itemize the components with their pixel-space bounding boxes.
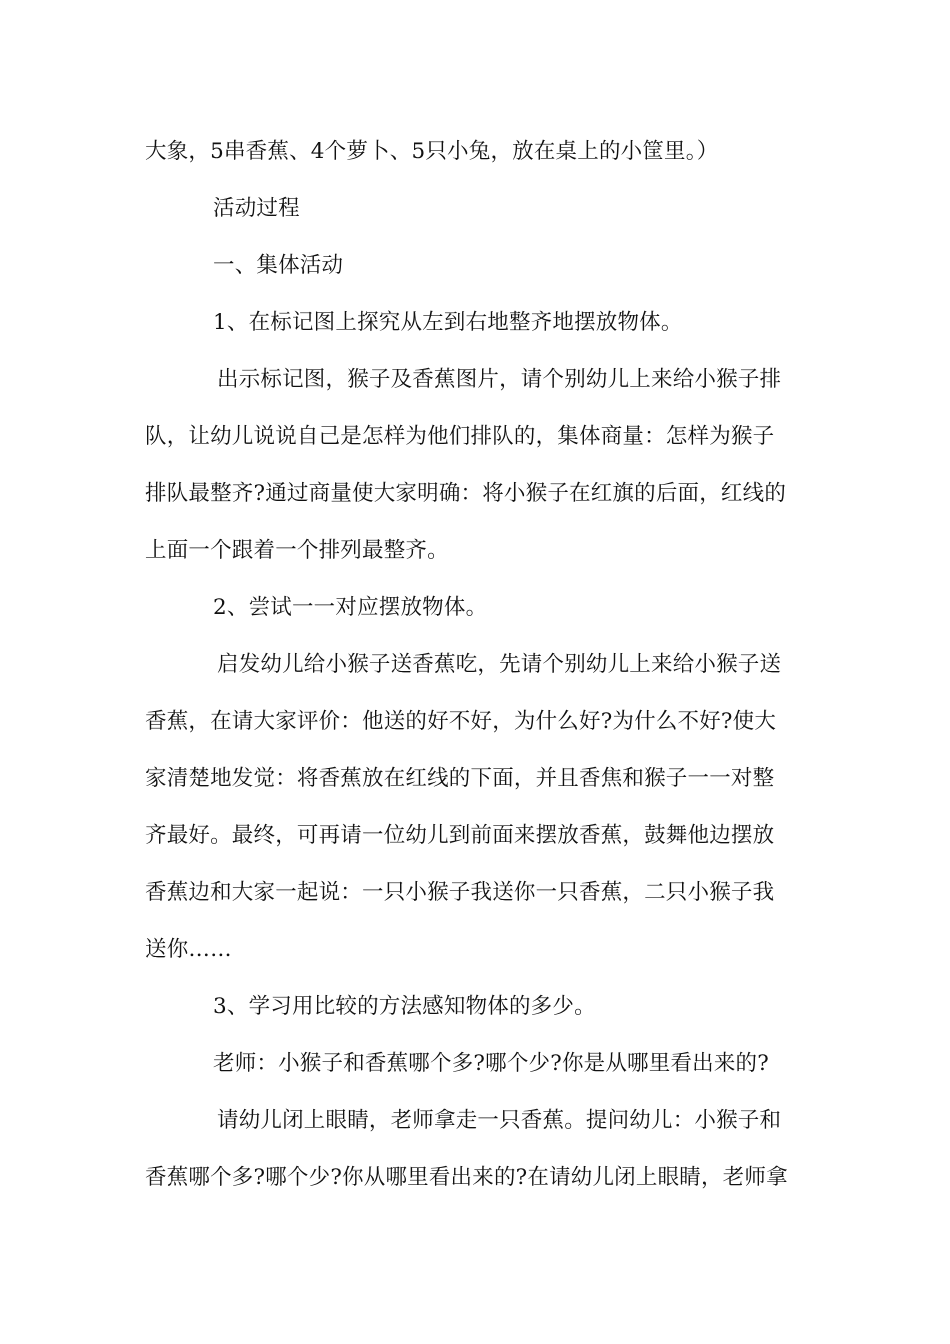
paragraph-line: 香蕉边和大家一起说：一只小猴子我送你一只香蕉，二只小猴子我	[145, 880, 775, 905]
step-heading-3: 3、学习用比较的方法感知物体的多少。	[213, 994, 596, 1019]
paragraph-line: 香蕉哪个多?哪个少?你从哪里看出来的?在请幼儿闭上眼睛，老师拿	[145, 1165, 788, 1190]
paragraph-line: 出示标记图，猴子及香蕉图片，请个别幼儿上来给小猴子排	[217, 367, 782, 392]
section-heading-activity-process: 活动过程	[213, 196, 300, 221]
paragraph-line: 排队最整齐?通过商量使大家明确：将小猴子在红旗的后面，红线的	[145, 481, 787, 506]
paragraph-line: 上面一个跟着一个排列最整齐。	[145, 538, 449, 563]
document-body	[145, 128, 807, 1211]
paragraph-line: 齐最好。最终，可再请一位幼儿到前面来摆放香蕉，鼓舞他边摆放	[145, 823, 775, 848]
paragraph-line: 香蕉，在请大家评价：他送的好不好，为什么好?为什么不好?使大	[145, 709, 777, 734]
paragraph-line: 送你……	[145, 937, 232, 962]
paragraph-line: 队，让幼儿说说自己是怎样为他们排队的，集体商量：怎样为猴子	[145, 424, 775, 449]
paragraph-line: 家清楚地发觉：将香蕉放在红线的下面，并且香焦和猴子一一对整	[145, 766, 775, 791]
paragraph-line: 请幼儿闭上眼睛，老师拿走一只香蕉。提问幼儿：小猴子和	[217, 1108, 782, 1133]
step-heading-2: 2、尝试一一对应摆放物体。	[213, 595, 488, 620]
step-heading-1: 1、在标记图上探究从左到右地整齐地摆放物体。	[213, 310, 683, 335]
paragraph-line: 老师：小猴子和香蕉哪个多?哪个少?你是从哪里看出来的?	[213, 1051, 769, 1076]
text-line-materials-continued: 大象，5串香蕉、4个萝卜、5只小兔，放在桌上的小筐里。）	[145, 139, 719, 164]
section-heading-group-activity: 一、集体活动	[213, 253, 344, 278]
paragraph-line: 启发幼儿给小猴子送香蕉吃，先请个别幼儿上来给小猴子送	[217, 652, 782, 677]
